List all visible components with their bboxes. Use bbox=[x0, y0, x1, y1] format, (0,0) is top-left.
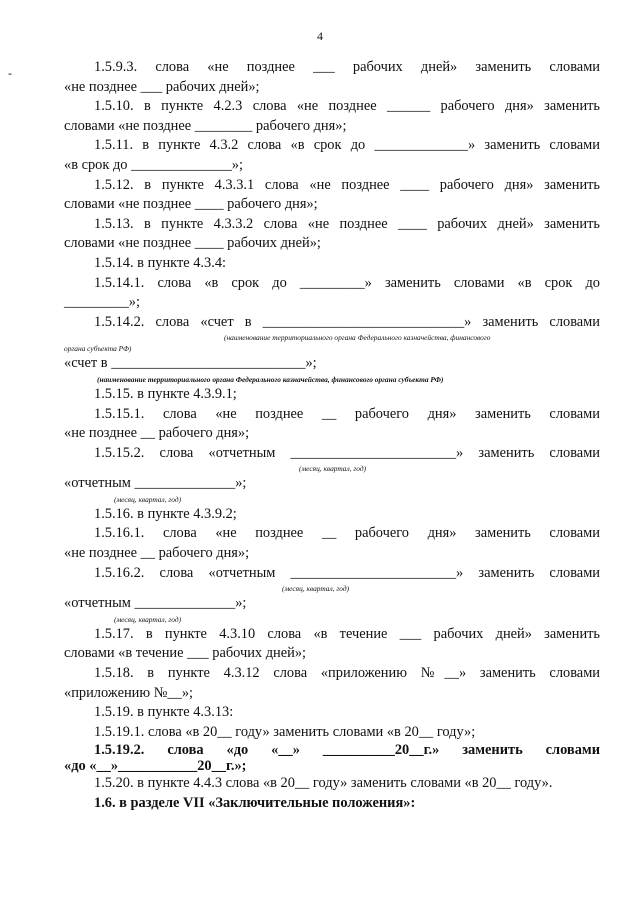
document-body bbox=[64, 58, 600, 814]
text-line: 1.5.15. в пункте 4.3.9.1; bbox=[94, 385, 237, 402]
text-line: словами «не позднее ________ рабочего дня»; bbox=[64, 117, 347, 134]
text-line: 1.5.11. в пункте 4.3.2 слова «в срок до _____________» заменить словами bbox=[94, 137, 600, 154]
text-line: «не позднее ___ рабочих дней»; bbox=[64, 78, 260, 95]
text-line: 1.5.19.2. слова «до «__» __________20__г.» заменить словами bbox=[94, 742, 600, 759]
text-line: 1.5.18. в пункте 4.3.12 слова «приложению №__» заменить словами bbox=[94, 665, 600, 682]
text-line: 1.5.16.1. слова «не позднее __ рабочего дня» заменить словами bbox=[94, 525, 600, 542]
text-line: словами «не позднее ____ рабочего дня»; bbox=[64, 196, 318, 213]
text-line: «в срок до ______________»; bbox=[64, 156, 243, 173]
text-line: «отчетным ______________»; bbox=[64, 475, 247, 492]
field-caption: органа субъекта РФ) bbox=[64, 344, 132, 354]
field-caption: (наименование территориального органа Федерального казначейства, финансового bbox=[224, 333, 491, 343]
text-line: 1.5.15.2. слова «отчетным _______________________» заменить словами bbox=[94, 444, 600, 461]
text-line: «не позднее __ рабочего дня»; bbox=[64, 545, 250, 562]
text-line: «отчетным ______________»; bbox=[64, 595, 247, 612]
text-line: 1.5.19. в пункте 4.3.13: bbox=[94, 704, 234, 721]
text-line: 1.5.19.1. слова «в 20__ году» заменить словами «в 20__ году»; bbox=[94, 723, 476, 740]
text-line: 1.5.15.1. слова «не позднее __ рабочего дня» заменить словами bbox=[94, 405, 600, 422]
text-line: 1.5.14.1. слова «в срок до _________» заменить словами «в срок до bbox=[94, 274, 600, 291]
text-line: _________»; bbox=[64, 294, 140, 311]
text-line: словами «в течение ___ рабочих дней»; bbox=[64, 645, 307, 662]
margin-mark: - bbox=[8, 66, 12, 80]
text-line: «до «__»___________20__г.»; bbox=[64, 758, 247, 775]
text-line: 1.5.13. в пункте 4.3.3.2 слова «не позднее ____ рабочих дней» заменить bbox=[94, 215, 600, 232]
field-caption: (месяц, квартал, год) bbox=[114, 614, 182, 624]
text-line: словами «не позднее ____ рабочих дней»; bbox=[64, 235, 321, 252]
text-line: 1.5.14. в пункте 4.3.4: bbox=[94, 254, 227, 271]
text-line: «счет в ___________________________»; bbox=[64, 355, 317, 372]
field-caption: (месяц, квартал, год) bbox=[282, 584, 350, 594]
text-line: 1.5.10. в пункте 4.2.3 слова «не позднее ______ рабочего дня» заменить bbox=[94, 98, 600, 115]
text-line: «приложению №__»; bbox=[64, 684, 194, 701]
text-line: 1.5.9.3. слова «не позднее ___ рабочих дней» заменить словами bbox=[94, 59, 600, 75]
text-line: 1.5.12. в пункте 4.3.3.1 слова «не позднее ____ рабочего дня» заменить bbox=[94, 176, 600, 193]
field-caption: (месяц, квартал, год) bbox=[114, 494, 182, 504]
text-line: «не позднее __ рабочего дня»; bbox=[64, 425, 250, 442]
text-line: 1.5.17. в пункте 4.3.10 слова «в течение ___ рабочих дней» заменить bbox=[94, 625, 600, 642]
text-line: 1.5.16. в пункте 4.3.9.2; bbox=[94, 505, 237, 522]
text-line: 1.5.20. в пункте 4.4.3 слова «в 20__ году» заменить словами «в 20__ году». bbox=[94, 775, 553, 792]
field-caption: (месяц, квартал, год) bbox=[299, 464, 367, 474]
page-number: 4 bbox=[317, 29, 323, 43]
field-caption: (наименование территориального органа Федерального казначейства, финансового органа субъекта РФ) bbox=[97, 374, 444, 384]
text-line: 1.6. в разделе VII «Заключительные положения»: bbox=[94, 795, 416, 811]
text-line: 1.5.14.2. слова «счет в ____________________________» заменить словами bbox=[94, 313, 600, 330]
text-line: 1.5.16.2. слова «отчетным _______________________» заменить словами bbox=[94, 564, 600, 581]
